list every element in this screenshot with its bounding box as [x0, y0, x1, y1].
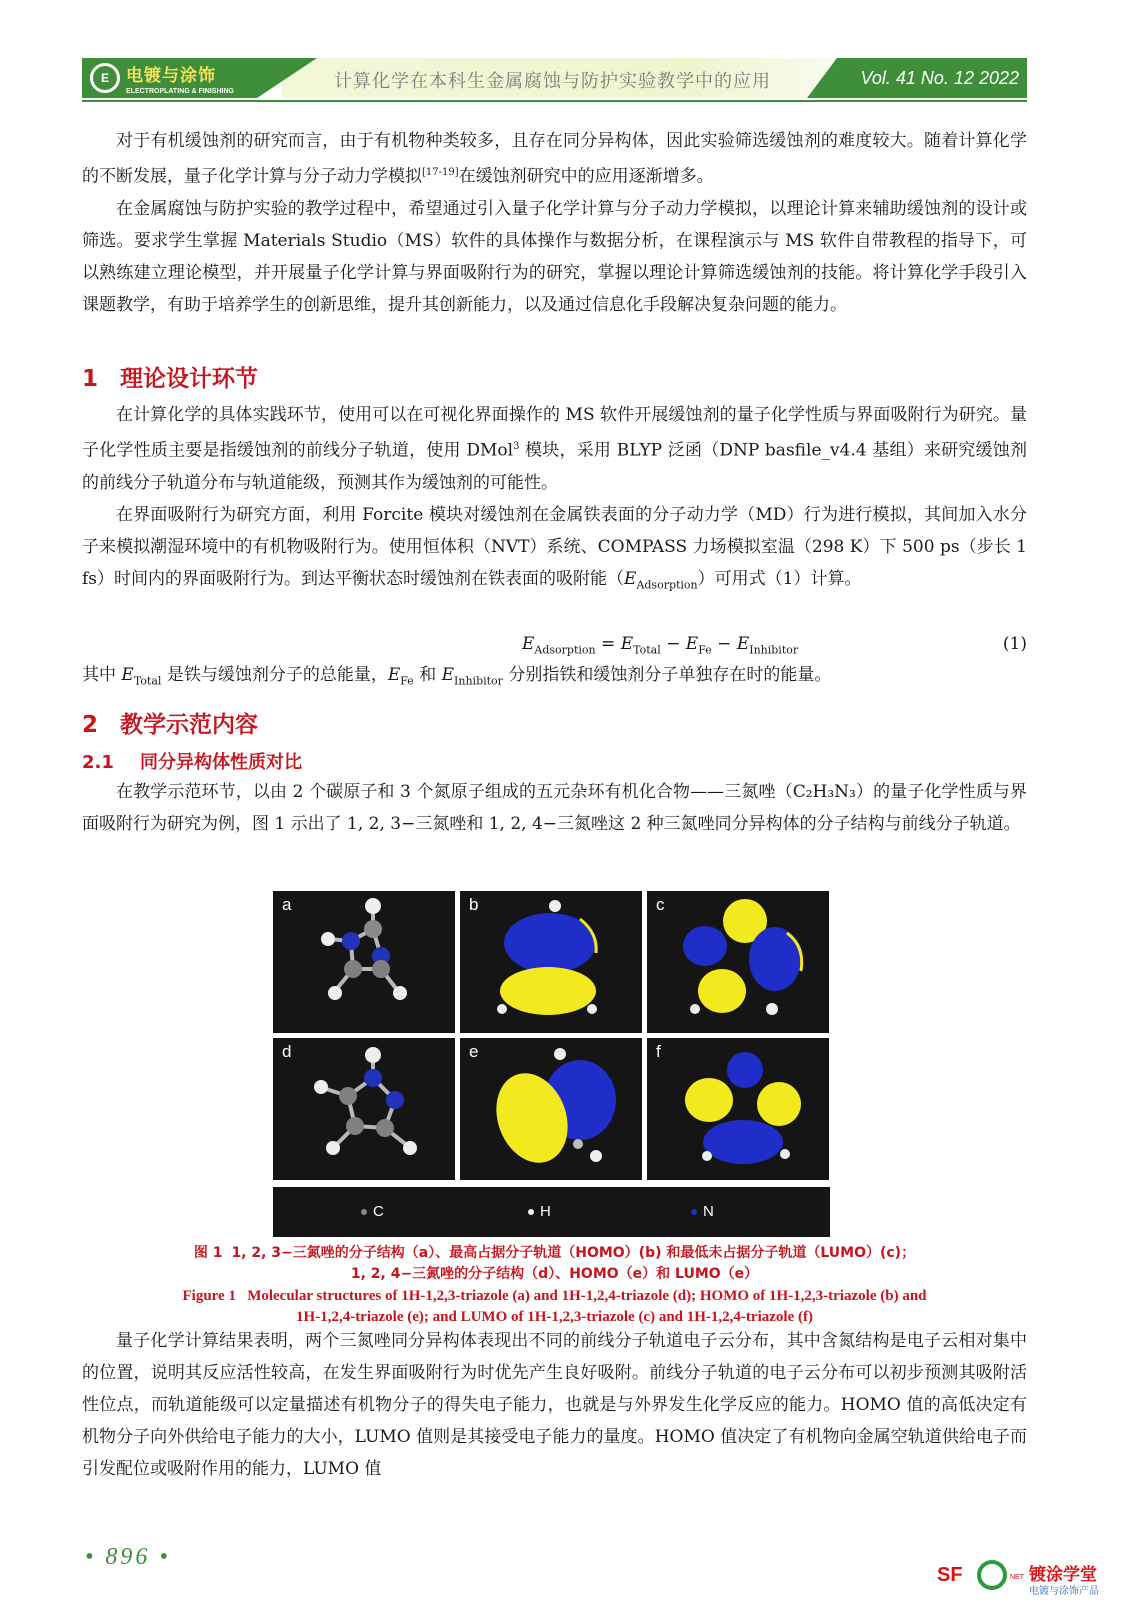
header-rule	[82, 100, 1027, 102]
figure-panel-b	[460, 891, 642, 1033]
page-number: • 896 •	[85, 1544, 171, 1570]
section-number: 2	[82, 712, 99, 738]
section-number: 1	[82, 366, 99, 392]
legend-item-carbon: C	[361, 1203, 384, 1220]
running-header	[82, 58, 1027, 98]
figure-panel-a	[273, 891, 455, 1033]
figure-caption-cn: 图 1 1, 2, 3−三氮唑的分子结构（a）、最高占据分子轨道（HOMO）(b) 和最低未占据分子轨道（LUMO）(c)； 1, 2, 4−三氮唑的分子结构（d）、HOMO（e）和 LUMO（e）	[193, 1245, 916, 1282]
citation: [17-19]	[422, 167, 459, 178]
journal-name-en: ELECTROPLATING & FINISHING	[126, 88, 234, 95]
figure-panel-f	[647, 1038, 829, 1180]
subsection-heading-2-1	[82, 748, 302, 774]
panel-label: d	[282, 1042, 292, 1061]
panel-label: f	[656, 1042, 661, 1061]
section-2-text-continued	[82, 1325, 1027, 1485]
section-title: 理论设计环节	[120, 366, 258, 392]
homo-orbital-124-triazole	[460, 1038, 642, 1180]
hydrogen-dot-icon	[528, 1209, 534, 1215]
panel-label: e	[469, 1042, 479, 1061]
figure-panel-c	[647, 891, 829, 1033]
subsection-number: 2.1	[82, 752, 114, 773]
section-heading-2	[82, 706, 258, 739]
footer-logo: SF NET 镀涂学堂 电镀与涂饰产品	[937, 1560, 1117, 1596]
section-title: 教学示范内容	[120, 712, 258, 738]
section-2-text	[82, 776, 1027, 840]
equation-1	[82, 634, 1027, 660]
carbon-dot-icon	[361, 1209, 367, 1215]
figure-caption-en: Figure 1 Molecular structures of 1H-1,2,3-triazole (a) and 1H-1,2,4-triazole (d); HOMO of 1H-1,2,3-triazole (b) and 1H-1,2,4-triazole (e); and LUMO of 1H-1,2,3-triazole (c) and 1H-1,2,4-triazole (f)	[182, 1288, 927, 1325]
journal-logo-icon: E	[90, 63, 120, 93]
equation-explanation: 其中 $E_{Total}$ 是铁与缓蚀剂分子的总能量，$E_{Fe}$ 和 $E_{Inhibitor}$ 分别指铁和缓蚀剂分子单独存在时的能量。	[82, 665, 832, 688]
volume-issue: Vol. 41 No. 12 2022	[837, 58, 1027, 98]
section-2-paragraph-1: 在教学示范环节，以由 2 个碳原子和 3 个氮原子组成的五元杂环有机化合物——三氮唑（C₂H₃N₃）的量子化学性质与界面吸附行为研究为例，图 1 示出了 1, 2, 3−三氮唑和 1, 2, 4−三氮唑这 2 种三氮唑同分异构体的分子结构与前线分子轨道。	[82, 782, 1027, 834]
nitrogen-dot-icon	[691, 1209, 697, 1215]
legend-item-nitrogen: N	[691, 1203, 714, 1220]
intro-text	[82, 125, 1027, 321]
equation-body: $E_{Adsorption} = E_{Total} - E_{Fe} - E_{Inhibitor}$	[522, 634, 799, 657]
section-1-paragraph-2: 在界面吸附行为研究方面，利用 Forcite 模块对缓蚀剂在金属铁表面的分子动力学（MD）行为进行模拟，其间加入水分子来模拟潮湿环境中的有机物吸附行为。使用恒体积（NVT）系统、COMPASS 力场模拟室温（298 K）下 500 ps（步长 1 fs）时间内的界面吸附行为。到达平衡状态时缓蚀剂在铁表面的吸附能$(E_{Adsorption})$可用式（1）计算。	[82, 504, 1027, 592]
lumo-orbital-123-triazole	[647, 891, 829, 1033]
article-running-title: 计算化学在本科生金属腐蚀与防护实验教学中的应用	[334, 71, 771, 92]
legend-item-hydrogen: H	[528, 1203, 551, 1220]
logo-ring-icon	[977, 1560, 1007, 1590]
figure-panel-d	[273, 1038, 455, 1180]
journal-logo	[82, 58, 257, 98]
journal-name-cn: 电镀与涂饰	[126, 66, 216, 86]
subsection-title: 同分异构体性质对比	[140, 752, 302, 773]
molecule-123-triazole	[273, 891, 455, 1033]
panel-label: c	[656, 895, 665, 914]
equation-number: (1)	[1002, 634, 1027, 654]
section-2-paragraph-2: 量子化学计算结果表明，两个三氮唑同分异构体表现出不同的前线分子轨道电子云分布，其中含氮结构是电子云相对集中的位置，说明其反应活性较高，在发生界面吸附行为时优先产生良好吸附。前线分子轨道的电子云分布可以初步预测其吸附活性位点，而轨道能级可以定量描述有机物分子的得失电子能力，也就是与外界发生化学反应的能力。HOMO 值的高低决定有机物分子向外供给电子能力的大小，LUMO 值则是其接受电子能力的量度。HOMO 值决定了有机物向金属空轨道供给电子而引发配位或吸附作用的能力，LUMO 值	[82, 1331, 1027, 1479]
homo-orbital-123-triazole	[460, 891, 642, 1033]
intro-paragraph-2: 在金属腐蚀与防护实验的教学过程中，希望通过引入量子化学计算与分子动力学模拟，以理论计算来辅助缓蚀剂的设计或筛选。要求学生掌握 Materials Studio（MS）软件的具体操作与数据分析，在课程演示与 MS 软件自带教程的指导下，可以熟练建立理论模型，并开展量子化学计算与界面吸附行为的研究，掌握以理论计算筛选缓蚀剂的技能。将计算化学手段引入课题教学，有助于培养学生的创新思维，提升其创新能力，以及通过信息化手段解决复杂问题的能力。	[82, 198, 1027, 315]
panel-label: b	[469, 895, 479, 914]
intro-paragraph-1: 对于有机缓蚀剂的研究而言，由于有机物种类较多，且存在同分异构体，因此实验筛选缓蚀剂的难度较大。随着计算化学的不断发展，量子化学计算与分子动力学模拟[17-19]在缓蚀剂研究中的应用逐渐增多。	[82, 131, 1027, 187]
figure-legend	[273, 1187, 830, 1237]
molecule-124-triazole	[273, 1038, 455, 1180]
section-1-text	[82, 399, 1027, 601]
figure-1	[273, 891, 830, 1239]
section-heading-1	[82, 360, 258, 393]
panel-label: a	[282, 895, 292, 914]
lumo-orbital-124-triazole	[647, 1038, 829, 1180]
section-1-paragraph-1: 在计算化学的具体实践环节，使用可以在可视化界面操作的 MS 软件开展缓蚀剂的量子化学性质与界面吸附行为研究。量子化学性质主要是指缓蚀剂的前线分子轨道，使用 DMol$^3$ 模块，采用 BLYP 泛函（DNP basfile_v4.4 基组）来研究缓蚀剂的前线分子轨道分布与轨道能级，预测其作为缓蚀剂的可能性。	[82, 405, 1027, 493]
figure-panel-e	[460, 1038, 642, 1180]
